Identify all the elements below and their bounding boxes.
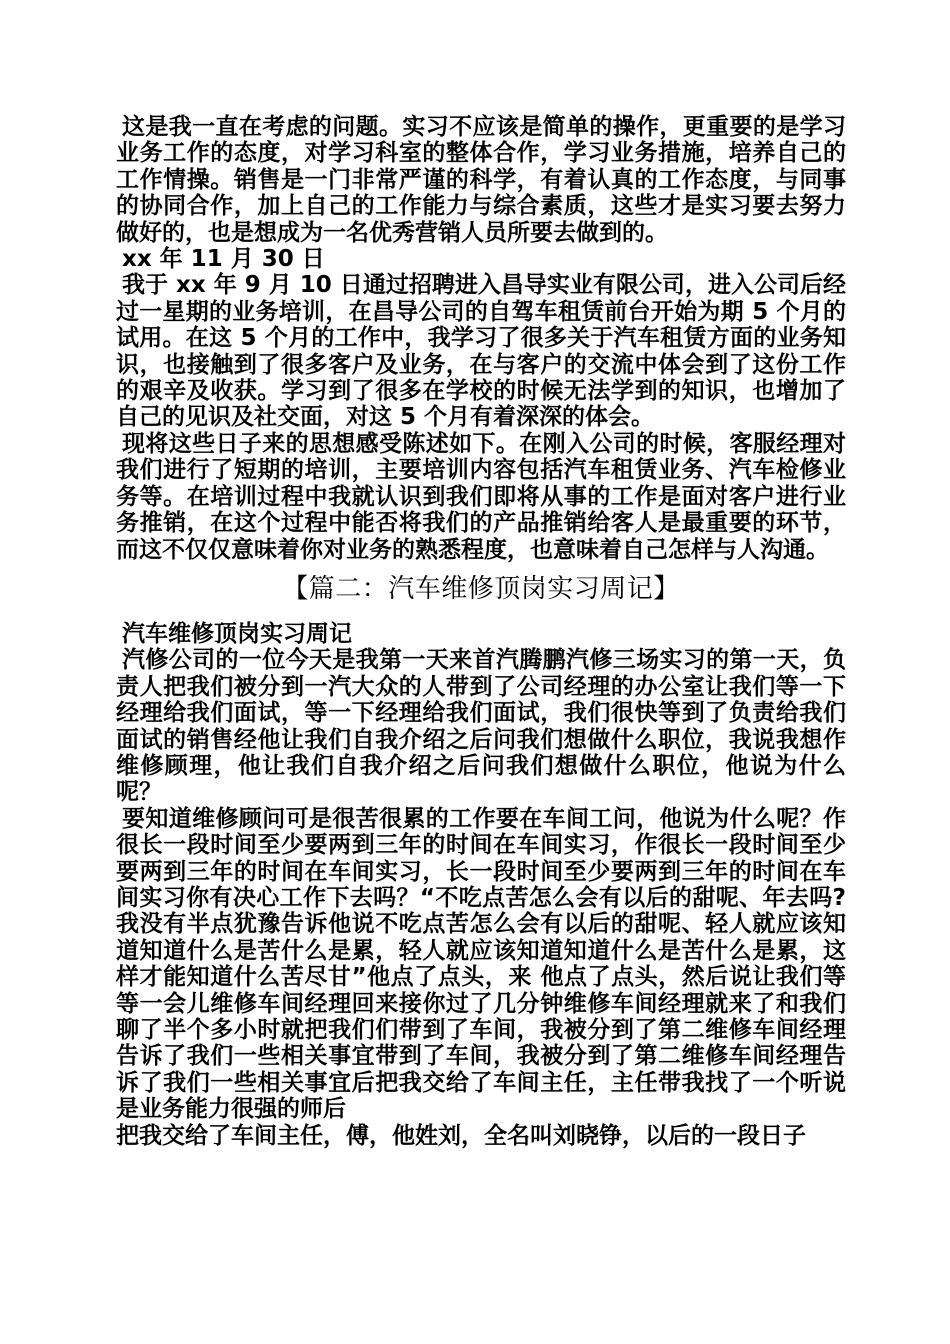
paragraph-training-thoughts: 现将这些日子来的思想感受陈述如下。在刚入公司的时候，客服经理对我们进行了短期的培训，主要培训内容包括汽车租赁业务、汽车检修业务等。在培训过程中我就认识到我们即将从事的工作是面对客户进行业务推销，在这个过程中能否将我们的产品推销给客人是最重要的环节，而这不仅仅意味着你对业务的熟悉程度，也意味着自己怎样与人沟通。 bbox=[116, 430, 846, 563]
date-line: xx 年 11 月 30 日 bbox=[122, 246, 325, 273]
section-subtitle: 汽车维修顶岗实习周记 bbox=[122, 620, 352, 647]
paragraph-car-rental-trial: 我于 xx 年 9 月 10 日通过招聘进入昌导实业有限公司，进入公司后经过一星期的业务培训，在昌导公司的自驾车租赁前台开始为期 5 个月的试用。在这 5 个月的工作中，我学习了很多关于汽车租赁方面的业务知识，也接触到了很多客户及业务，在与客户的交流中体会到了这份工作的艰辛及收获。学习到了很多在学校的时候无法学到的知识，也增加了自己的见识及社交面，对这 5 个月有着深深的体会。 bbox=[116, 272, 846, 431]
paragraph-service-advisor: 要知道维修顾问可是很苦很累的工作要在车间工问，他说为什么呢？作很长一段时间至少要两到三年的时间在车间实习，作很长一段时间至少要两到三年的时间在车间实习，长一段时间至少要两到三年的时间在车间实习你有决心工作下去吗？“不吃点苦怎么会有以后的甜呢、年去吗?我没有半点犹豫告诉他说不吃点苦怎么会有以后的甜呢、轻人就应该知道知道什么是苦什么是累，轻人就应该知道知道什么是苦什么是累，这样才能知道什么苦尽甘”他点了点头，来 他点了点头，然后说让我们等等一会儿维修车间经理回来接你过了几分钟维修车间经理就来了和我们聊了半个多小时就把我们们带到了车间，我被分到了第二维修车间经理告诉了我们一些相关事宜带到了车间，我被分到了第二维修车间经理告诉了我们一些相关事宜后把我交给了车间主任，主任带我找了一个听说是业务能力很强的师后 bbox=[116, 805, 846, 1123]
paragraph-internship-reflection: 这是我一直在考虑的问题。实习不应该是简单的操作，更重要的是学习业务工作的态度，对学习科室的整体合作，学习业务措施，培养自己的工作情操。销售是一门非常严谨的科学，有着认真的工作态度，与同事的协同合作，加上自己的工作能力与综合素质，这些才是实习要去努力做好的，也是想成为一名优秀营销人员所要去做到的。 bbox=[116, 114, 846, 246]
paragraph-mentor: 把我交给了车间主任，傅，他姓刘，全名叫刘晓铮，以后的一段日子 bbox=[116, 1122, 806, 1149]
document-body bbox=[116, 114, 846, 1149]
section-heading: 【篇二：汽车维修顶岗实习周记】 bbox=[282, 573, 680, 604]
paragraph-first-day: 汽修公司的一位今天是我第一天来首汽腾鹏汽修三场实习的第一天，负责人把我们被分到一汽大众的人带到了公司经理的办公室让我们等一下经理给我们面试，等一下经理给我们面试，我们很快等到了负责给我们面试的销售经他让我们自我介绍之后问我们想做什么职位，我说我想作维修顾理，他让我们自我介绍之后问我们想做什么职位，他说为什么呢？ bbox=[116, 647, 846, 806]
